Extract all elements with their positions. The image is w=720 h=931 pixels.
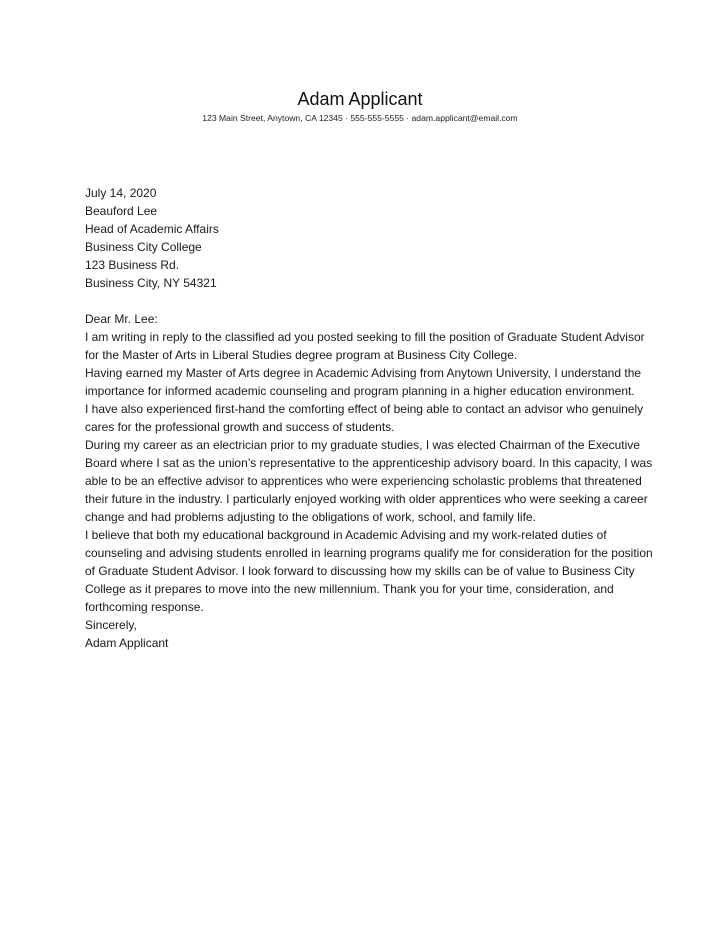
complimentary-closing: Sincerely, — [85, 618, 137, 632]
sender-name: Adam Applicant — [297, 89, 423, 109]
salutation: Dear Mr. Lee: — [85, 312, 158, 326]
letterhead — [0, 88, 720, 124]
letter-body — [85, 184, 655, 652]
sender-contact-line: 123 Main Street, Anytown, CA 12345 · 555-555-5555 · adam.applicant@email.com — [202, 113, 518, 123]
recipient-address-block — [85, 202, 655, 292]
body-paragraph-2: Having earned my Master of Arts degree in Academic Advising from Anytown University, I understand the importance for informed academic counseling and program planning in a higher education environment. — [85, 366, 642, 398]
recipient-city: Business City, NY 54321 — [85, 276, 217, 290]
recipient-organization: Business City College — [85, 240, 202, 254]
body-paragraph-1: I am writing in reply to the classified ad you posted seeking to fill the position of Graduate Student Advisor for the Master of Arts in Liberal Studies degree program at Business City College. — [85, 330, 645, 362]
body-paragraph-5: I believe that both my educational background in Academic Advising and my work-related duties of counseling and advising students enrolled in learning programs qualify me for consideration for the position of Graduate Student Advisor. I look forward to discussing how my skills can be of value to Business City College as it prepares to move into the new millennium. Thank you for your time, consideration, and forthcoming response. — [85, 528, 653, 614]
recipient-street: 123 Business Rd. — [85, 258, 180, 272]
letter-date: July 14, 2020 — [85, 186, 157, 200]
body-paragraph-4: During my career as an electrician prior to my graduate studies, I was elected Chairman of the Executive Board where I sat as the union’s representative to the apprenticeship advisory board. In this capacity, I was able to be an effective advisor to apprentices who were experiencing scholastic problems that threatened their future in the industry. I particularly enjoyed working with older apprentices who were seeking a career change and had problems adjusting to the obligations of work, school, and family life. — [85, 438, 653, 524]
recipient-name: Beauford Lee — [85, 204, 158, 218]
signature-name: Adam Applicant — [85, 636, 169, 650]
body-paragraph-3: I have also experienced first-hand the comforting effect of being able to contact an advisor who genuinely cares for the professional growth and success of students. — [85, 402, 644, 434]
recipient-title: Head of Academic Affairs — [85, 222, 219, 236]
